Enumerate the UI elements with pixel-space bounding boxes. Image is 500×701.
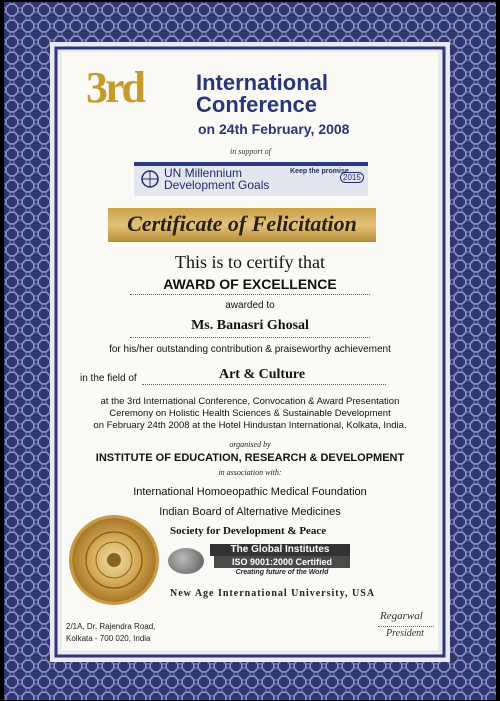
recipient-name: Ms. Banasri Ghosal xyxy=(191,318,309,333)
partner-org-2: Indian Board of Alternative Medicines xyxy=(159,506,341,518)
conference-title-line2: Conference xyxy=(196,92,318,117)
globe-icon xyxy=(168,548,204,574)
in-support-label: in support of xyxy=(230,147,271,156)
organiser-name: INSTITUTE OF EDUCATION, RESEARCH & DEVELOPMENT xyxy=(95,452,405,464)
awarded-to-label: awarded to xyxy=(225,300,275,311)
seal-detail-icon xyxy=(72,518,156,602)
conference-date: on 24th February, 2008 xyxy=(198,121,350,137)
un-banner-text: UN Millennium Development Goals xyxy=(164,166,270,192)
conference-title-line1: International xyxy=(196,70,329,95)
association-label: in association with: xyxy=(218,468,282,477)
iso-certified-badge: ISO 9001:2000 Certified xyxy=(214,556,350,568)
organised-by-label: organised by xyxy=(229,440,271,449)
partner-org-3: Society for Development & Peace xyxy=(170,525,327,537)
un-emblem-icon xyxy=(140,169,160,189)
achievement-text: for his/her outstanding contribution & praiseworthy achievement xyxy=(109,344,391,355)
address-block: 2/1A, Dr. Rajendra Road, Kolkata - 700 020, India xyxy=(66,622,156,643)
conference-ordinal: 3rd xyxy=(86,63,143,112)
field-label: in the field of xyxy=(80,373,137,384)
certify-text: This is to certify that xyxy=(175,252,325,272)
global-institutes-title: The Global Institutes xyxy=(210,544,350,556)
president-signature: Regarwal xyxy=(380,610,423,622)
certificate-title: Certificate of Felicitation xyxy=(127,211,357,236)
award-underline xyxy=(130,294,370,295)
event-description: at the 3rd International Conference, Convocation & Award Presentation Ceremony on Holistic Health Sciences & Sustainable Development on February 24th 2008 at the Hotel Hindustan International, Kolkata, India. xyxy=(93,396,407,431)
award-name: AWARD OF EXCELLENCE xyxy=(163,276,337,292)
field-underline xyxy=(142,384,386,385)
partner-org-1: International Homoeopathic Medical Foundation xyxy=(133,486,367,498)
signature-line xyxy=(378,626,434,627)
field-value: Art & Culture xyxy=(218,367,306,382)
keep-promise-text: Keep the promise xyxy=(290,168,349,175)
president-label: President xyxy=(386,628,424,639)
name-underline xyxy=(130,337,370,338)
un-year-badge: 2015 xyxy=(340,172,364,183)
university-name: New Age International University, USA xyxy=(170,588,376,599)
global-institutes-tagline: Creating future of the World xyxy=(235,569,329,576)
